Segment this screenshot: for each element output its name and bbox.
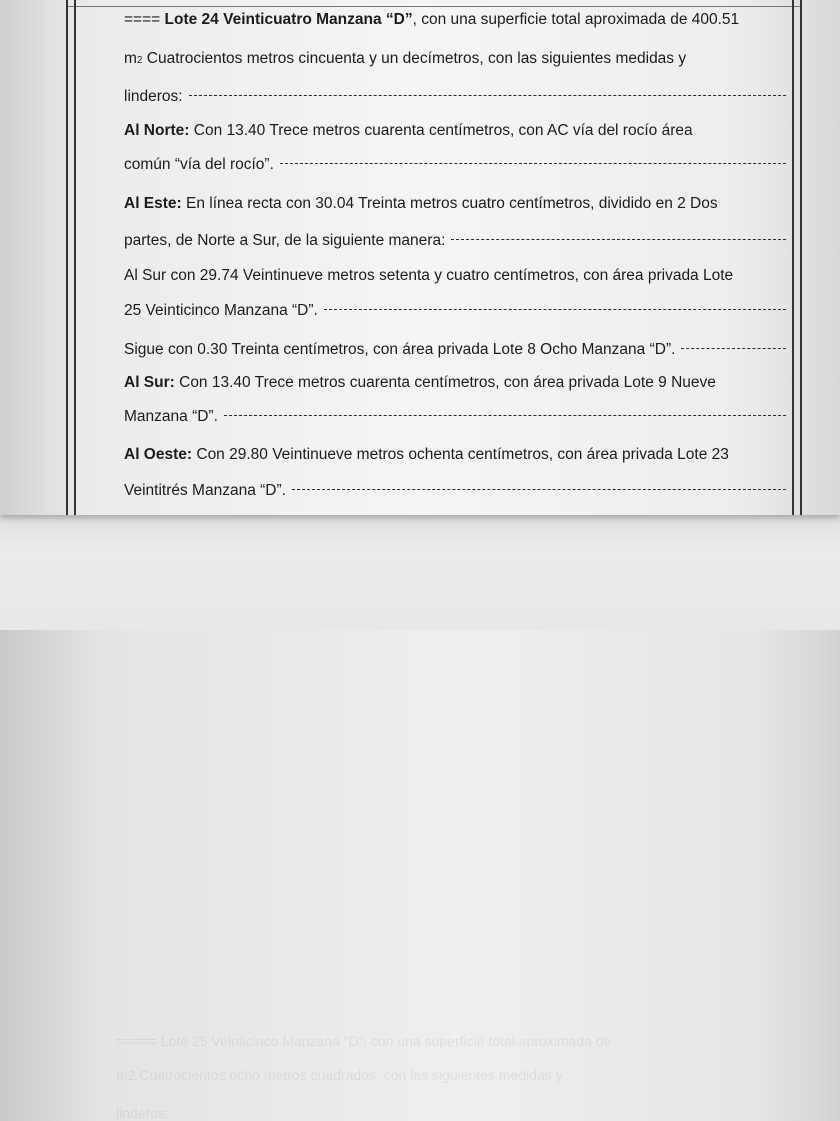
left-margin-rule <box>74 0 76 515</box>
oeste-line-1: Al Oeste: Con 29.80 Veintinueve metros ochenta centímetros, con área privada Lote 23 <box>124 446 729 463</box>
left-margin-rule <box>66 0 68 515</box>
ghost-text-line: m2 Cuatrocientos ocho metros cuadrados, con las siguientes medidas y <box>116 1067 563 1083</box>
document-page <box>0 0 840 515</box>
este-label: Al Este: <box>124 195 182 212</box>
sur-label: Al Sur: <box>124 374 175 391</box>
fill-dashes <box>280 162 786 164</box>
lower-sheet <box>0 515 840 1121</box>
right-margin-rule <box>800 0 802 515</box>
fill-dashes <box>451 238 786 240</box>
oeste-line-2: Veintitrés Manzana “D”. <box>124 481 786 501</box>
ghost-text-line: ===== Lote 25 Veinticinco Manzana “D”, con una superficie total aproximada de <box>116 1033 612 1049</box>
top-rule <box>66 6 801 7</box>
fill-dashes <box>189 94 786 96</box>
right-margin-rule <box>792 0 794 515</box>
oeste-label: Al Oeste: <box>124 446 193 463</box>
fill-dashes <box>681 347 786 349</box>
lote-line-2: m 2 Cuatrocientos metros cincuenta y un decímetros, con las siguientes medidas y <box>124 49 786 71</box>
fill-dashes <box>224 414 786 416</box>
lote-area: , con una superficie total aproximada de 400.51 <box>412 11 740 28</box>
fill-dashes <box>324 308 786 310</box>
este-line-1: Al Este: En línea recta con 30.04 Treinta metros cuatro centímetros, dividido en 2 Dos <box>124 195 718 212</box>
lote-line-3: linderos: <box>124 87 786 107</box>
sur-line-2: Manzana “D”. <box>124 407 786 427</box>
fill-dashes <box>292 488 786 490</box>
lote-title: Lote 24 Veinticuatro Manzana “D” <box>164 11 413 28</box>
ghost-text-line: linderos: <box>116 1105 169 1121</box>
sur-line-1: Al Sur: Con 13.40 Trece metros cuarenta centímetros, con área privada Lote 9 Nueve <box>124 374 716 391</box>
lote-line-1 <box>124 10 786 30</box>
lote-area-words: Cuatrocientos metros cincuenta y un decímetros, con las siguientes medidas y <box>142 50 687 67</box>
superscript: 2 <box>136 55 143 66</box>
sigue-line-1: Sigue con 0.30 Treinta centímetros, con área privada Lote 8 Ocho Manzana “D”. <box>124 340 786 360</box>
norte-label: Al Norte: <box>124 122 190 139</box>
este-sur-line-1: Al Sur con 29.74 Veintinueve metros setenta y cuatro centímetros, con área privada Lote <box>124 267 734 284</box>
norte-line-2: común “vía del rocío”. <box>124 155 786 175</box>
equals-prefix: ==== <box>124 11 161 28</box>
este-sur-line-2: 25 Veinticinco Manzana “D”. <box>124 301 786 321</box>
este-line-2: partes, de Norte a Sur, de la siguiente manera: <box>124 231 786 251</box>
norte-line-1: Al Norte: Con 13.40 Trece metros cuarenta centímetros, con AC vía del rocío área <box>124 122 693 139</box>
